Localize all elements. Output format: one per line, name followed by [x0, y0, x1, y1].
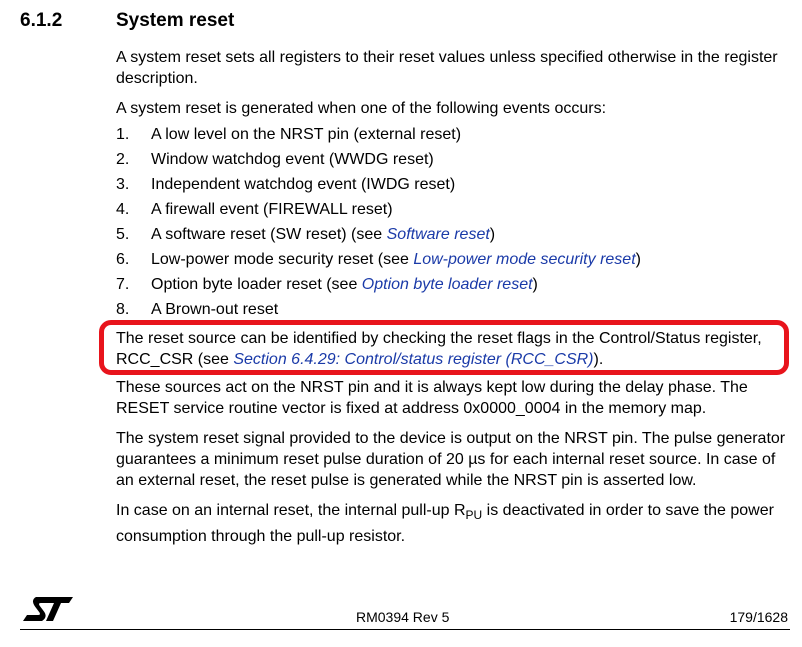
list-number: 2.: [116, 151, 130, 168]
list-text: Option byte loader reset (see: [151, 276, 362, 293]
list-text: Independent watchdog event (IWDG reset): [151, 176, 456, 193]
footer-divider: [20, 629, 790, 630]
reset-source-text: [116, 328, 786, 370]
list-text-wrap: [151, 224, 495, 249]
list-item: [116, 124, 786, 149]
software-reset-link[interactable]: Software reset: [386, 226, 490, 243]
list-number: 1.: [116, 126, 130, 143]
list-item: [116, 249, 786, 274]
rcc-csr-section-link[interactable]: Section 6.4.29: Control/status register (RCC_CSR): [233, 351, 594, 368]
paragraph-intro: A system reset sets all registers to their reset values unless specified otherwise in the register description.: [116, 49, 778, 87]
list-text-close: ): [635, 251, 641, 268]
list-item: [116, 149, 786, 174]
st-logo-icon: [22, 596, 74, 622]
reset-event-list: [116, 124, 786, 324]
list-number: 5.: [116, 226, 130, 243]
section-title: System reset: [116, 10, 235, 31]
list-text: A Brown-out reset: [151, 301, 279, 318]
list-item: [116, 224, 786, 249]
section-body: [116, 47, 786, 547]
list-item: [116, 299, 786, 324]
paragraph-nrst-sources: These sources act on the NRST pin and it is always kept low during the delay phase. The RESET service routine vector is fixed at address 0x0000_0004 in the memory map.: [116, 379, 748, 417]
list-number: 8.: [116, 301, 130, 318]
pull-up-after: is deactivated in order to save the power consumption through the pull-up resistor.: [116, 502, 774, 545]
option-byte-loader-reset-link[interactable]: Option byte loader reset: [361, 276, 533, 293]
list-text-close: ): [532, 276, 538, 293]
section-number: 6.1.2: [20, 10, 63, 31]
list-text: Low-power mode security reset (see: [151, 251, 414, 268]
paragraph-events-lead: A system reset is generated when one of the following events occurs:: [116, 100, 607, 117]
list-text-wrap: [151, 274, 538, 299]
pull-up-subscript: PU: [465, 508, 483, 522]
list-number: 4.: [116, 201, 130, 218]
low-power-security-reset-link[interactable]: Low-power mode security reset: [413, 251, 636, 268]
pull-up-before: In case on an internal reset, the internal pull-up R: [116, 502, 466, 519]
list-text: A firewall event (FIREWALL reset): [151, 201, 393, 218]
footer-doc-ref: RM0394 Rev 5: [356, 609, 450, 625]
list-number: 7.: [116, 276, 130, 293]
list-number: 6.: [116, 251, 130, 268]
footer-page-number: 179/1628: [729, 609, 788, 625]
highlighted-paragraph: [116, 328, 786, 370]
reset-source-after: ).: [593, 351, 604, 368]
list-item: [116, 174, 786, 199]
list-text: A software reset (SW reset) (see: [151, 226, 387, 243]
reset-source-before: The reset source can be identified by checking the reset flags in the Control/Status register, RCC_CSR (see: [116, 330, 762, 368]
list-item: [116, 274, 786, 299]
list-number: 3.: [116, 176, 130, 193]
list-text-wrap: [151, 249, 641, 274]
paragraph-pulse-generator: The system reset signal provided to the device is output on the NRST pin. The pulse generator guarantees a minimum reset pulse duration of 20 µs for each internal reset source. In case of an external reset, the reset pulse is generated while the NRST pin is asserted low.: [116, 430, 786, 489]
list-item: [116, 199, 786, 224]
list-text: A low level on the NRST pin (external reset): [151, 126, 462, 143]
list-text: Window watchdog event (WWDG reset): [151, 151, 434, 168]
paragraph-pull-up: [116, 500, 786, 547]
list-text-close: ): [489, 226, 496, 243]
